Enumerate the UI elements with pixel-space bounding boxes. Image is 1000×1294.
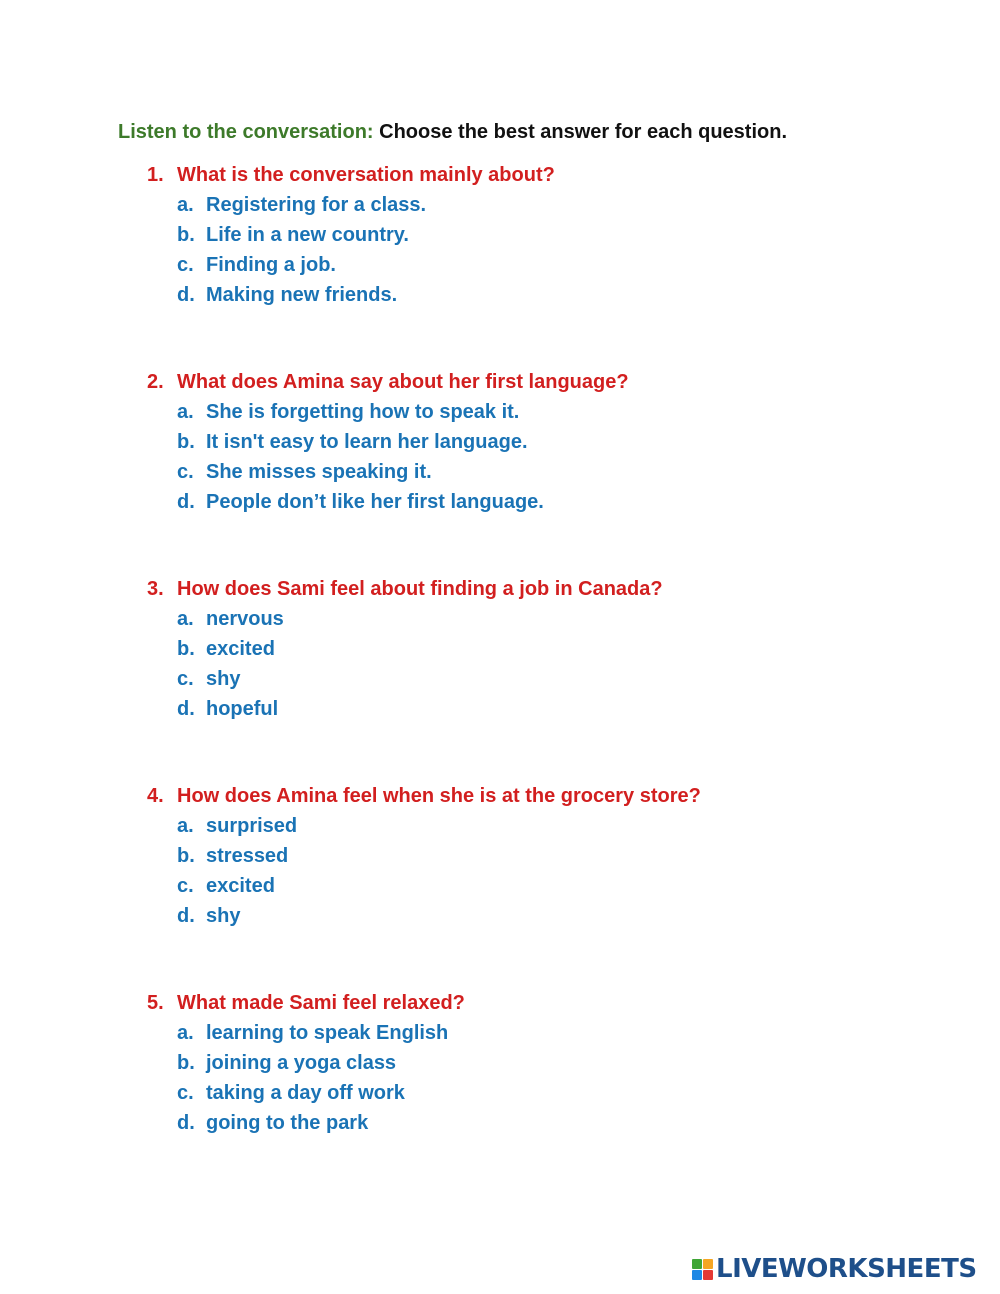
logo-mark-cell — [703, 1270, 713, 1280]
option-3c[interactable] — [177, 664, 240, 694]
option-letter: d. — [177, 491, 195, 513]
option-letter: a. — [177, 1022, 194, 1044]
option-5d[interactable] — [177, 1108, 368, 1138]
question-text: What is the conversation mainly about? — [177, 164, 555, 186]
option-letter: c. — [177, 254, 194, 276]
question-number: 2. — [147, 371, 164, 393]
instructions-text: Choose the best answer for each question. — [373, 121, 788, 143]
option-text: nervous — [206, 608, 284, 630]
question-1-prompt — [147, 160, 555, 190]
option-text: hopeful — [206, 698, 279, 720]
option-1a[interactable] — [177, 190, 426, 220]
option-text: She is forgetting how to speak it. — [206, 401, 520, 423]
option-text: excited — [206, 638, 275, 660]
option-letter: b. — [177, 224, 195, 246]
logo-text: LIVEWORKSHEETS — [716, 1254, 977, 1284]
question-text: What does Amina say about her first language? — [177, 371, 629, 393]
option-2a[interactable] — [177, 397, 519, 427]
option-letter: d. — [177, 284, 195, 306]
option-4a[interactable] — [177, 811, 297, 841]
option-1c[interactable] — [177, 250, 336, 280]
option-text: She misses speaking it. — [206, 461, 432, 483]
instructions — [118, 119, 787, 145]
option-2d[interactable] — [177, 487, 544, 517]
option-3b[interactable] — [177, 634, 275, 664]
option-text: stressed — [206, 845, 289, 867]
option-text: shy — [206, 905, 241, 927]
logo-mark-icon — [692, 1259, 713, 1280]
option-text: Making new friends. — [206, 284, 398, 306]
logo-mark-cell — [703, 1259, 713, 1269]
option-2c[interactable] — [177, 457, 432, 487]
option-3a[interactable] — [177, 604, 284, 634]
question-number: 4. — [147, 785, 164, 807]
option-letter: b. — [177, 638, 195, 660]
option-text: taking a day off work — [206, 1082, 405, 1104]
option-letter: c. — [177, 875, 194, 897]
option-5c[interactable] — [177, 1078, 405, 1108]
question-3-prompt — [147, 574, 663, 604]
option-text: Life in a new country. — [206, 224, 409, 246]
option-letter: b. — [177, 1052, 195, 1074]
option-5a[interactable] — [177, 1018, 448, 1048]
option-text: going to the park — [206, 1112, 369, 1134]
question-2-prompt — [147, 367, 629, 397]
option-text: surprised — [206, 815, 298, 837]
option-letter: d. — [177, 698, 195, 720]
option-letter: b. — [177, 845, 195, 867]
question-4-prompt — [147, 781, 701, 811]
option-text: It isn't easy to learn her language. — [206, 431, 528, 453]
option-text: learning to speak English — [206, 1022, 449, 1044]
option-4b[interactable] — [177, 841, 288, 871]
option-text: shy — [206, 668, 241, 690]
question-5-prompt — [147, 988, 465, 1018]
option-text: Registering for a class. — [206, 194, 427, 216]
option-text: People don’t like her first language. — [206, 491, 544, 513]
option-text: Finding a job. — [206, 254, 336, 276]
option-4c[interactable] — [177, 871, 275, 901]
option-text: excited — [206, 875, 275, 897]
option-letter: d. — [177, 905, 195, 927]
option-letter: a. — [177, 401, 194, 423]
option-letter: c. — [177, 668, 194, 690]
option-letter: c. — [177, 1082, 194, 1104]
option-2b[interactable] — [177, 427, 528, 457]
question-number: 1. — [147, 164, 164, 186]
logo-mark-cell — [692, 1259, 702, 1269]
logo-mark-cell — [692, 1270, 702, 1280]
option-4d[interactable] — [177, 901, 240, 931]
question-number: 3. — [147, 578, 164, 600]
option-letter: a. — [177, 194, 194, 216]
option-1d[interactable] — [177, 280, 397, 310]
option-3d[interactable] — [177, 694, 278, 724]
instructions-label: Listen to the conversation: — [118, 121, 374, 143]
question-number: 5. — [147, 992, 164, 1014]
option-letter: a. — [177, 815, 194, 837]
question-text: What made Sami feel relaxed? — [177, 992, 465, 1014]
option-5b[interactable] — [177, 1048, 396, 1078]
option-1b[interactable] — [177, 220, 409, 250]
option-letter: a. — [177, 608, 194, 630]
option-text: joining a yoga class — [206, 1052, 397, 1074]
option-letter: b. — [177, 431, 195, 453]
question-text: How does Sami feel about finding a job in Canada? — [177, 578, 663, 600]
question-text: How does Amina feel when she is at the grocery store? — [177, 785, 701, 807]
option-letter: d. — [177, 1112, 195, 1134]
liveworksheets-logo[interactable] — [692, 1254, 977, 1284]
option-letter: c. — [177, 461, 194, 483]
